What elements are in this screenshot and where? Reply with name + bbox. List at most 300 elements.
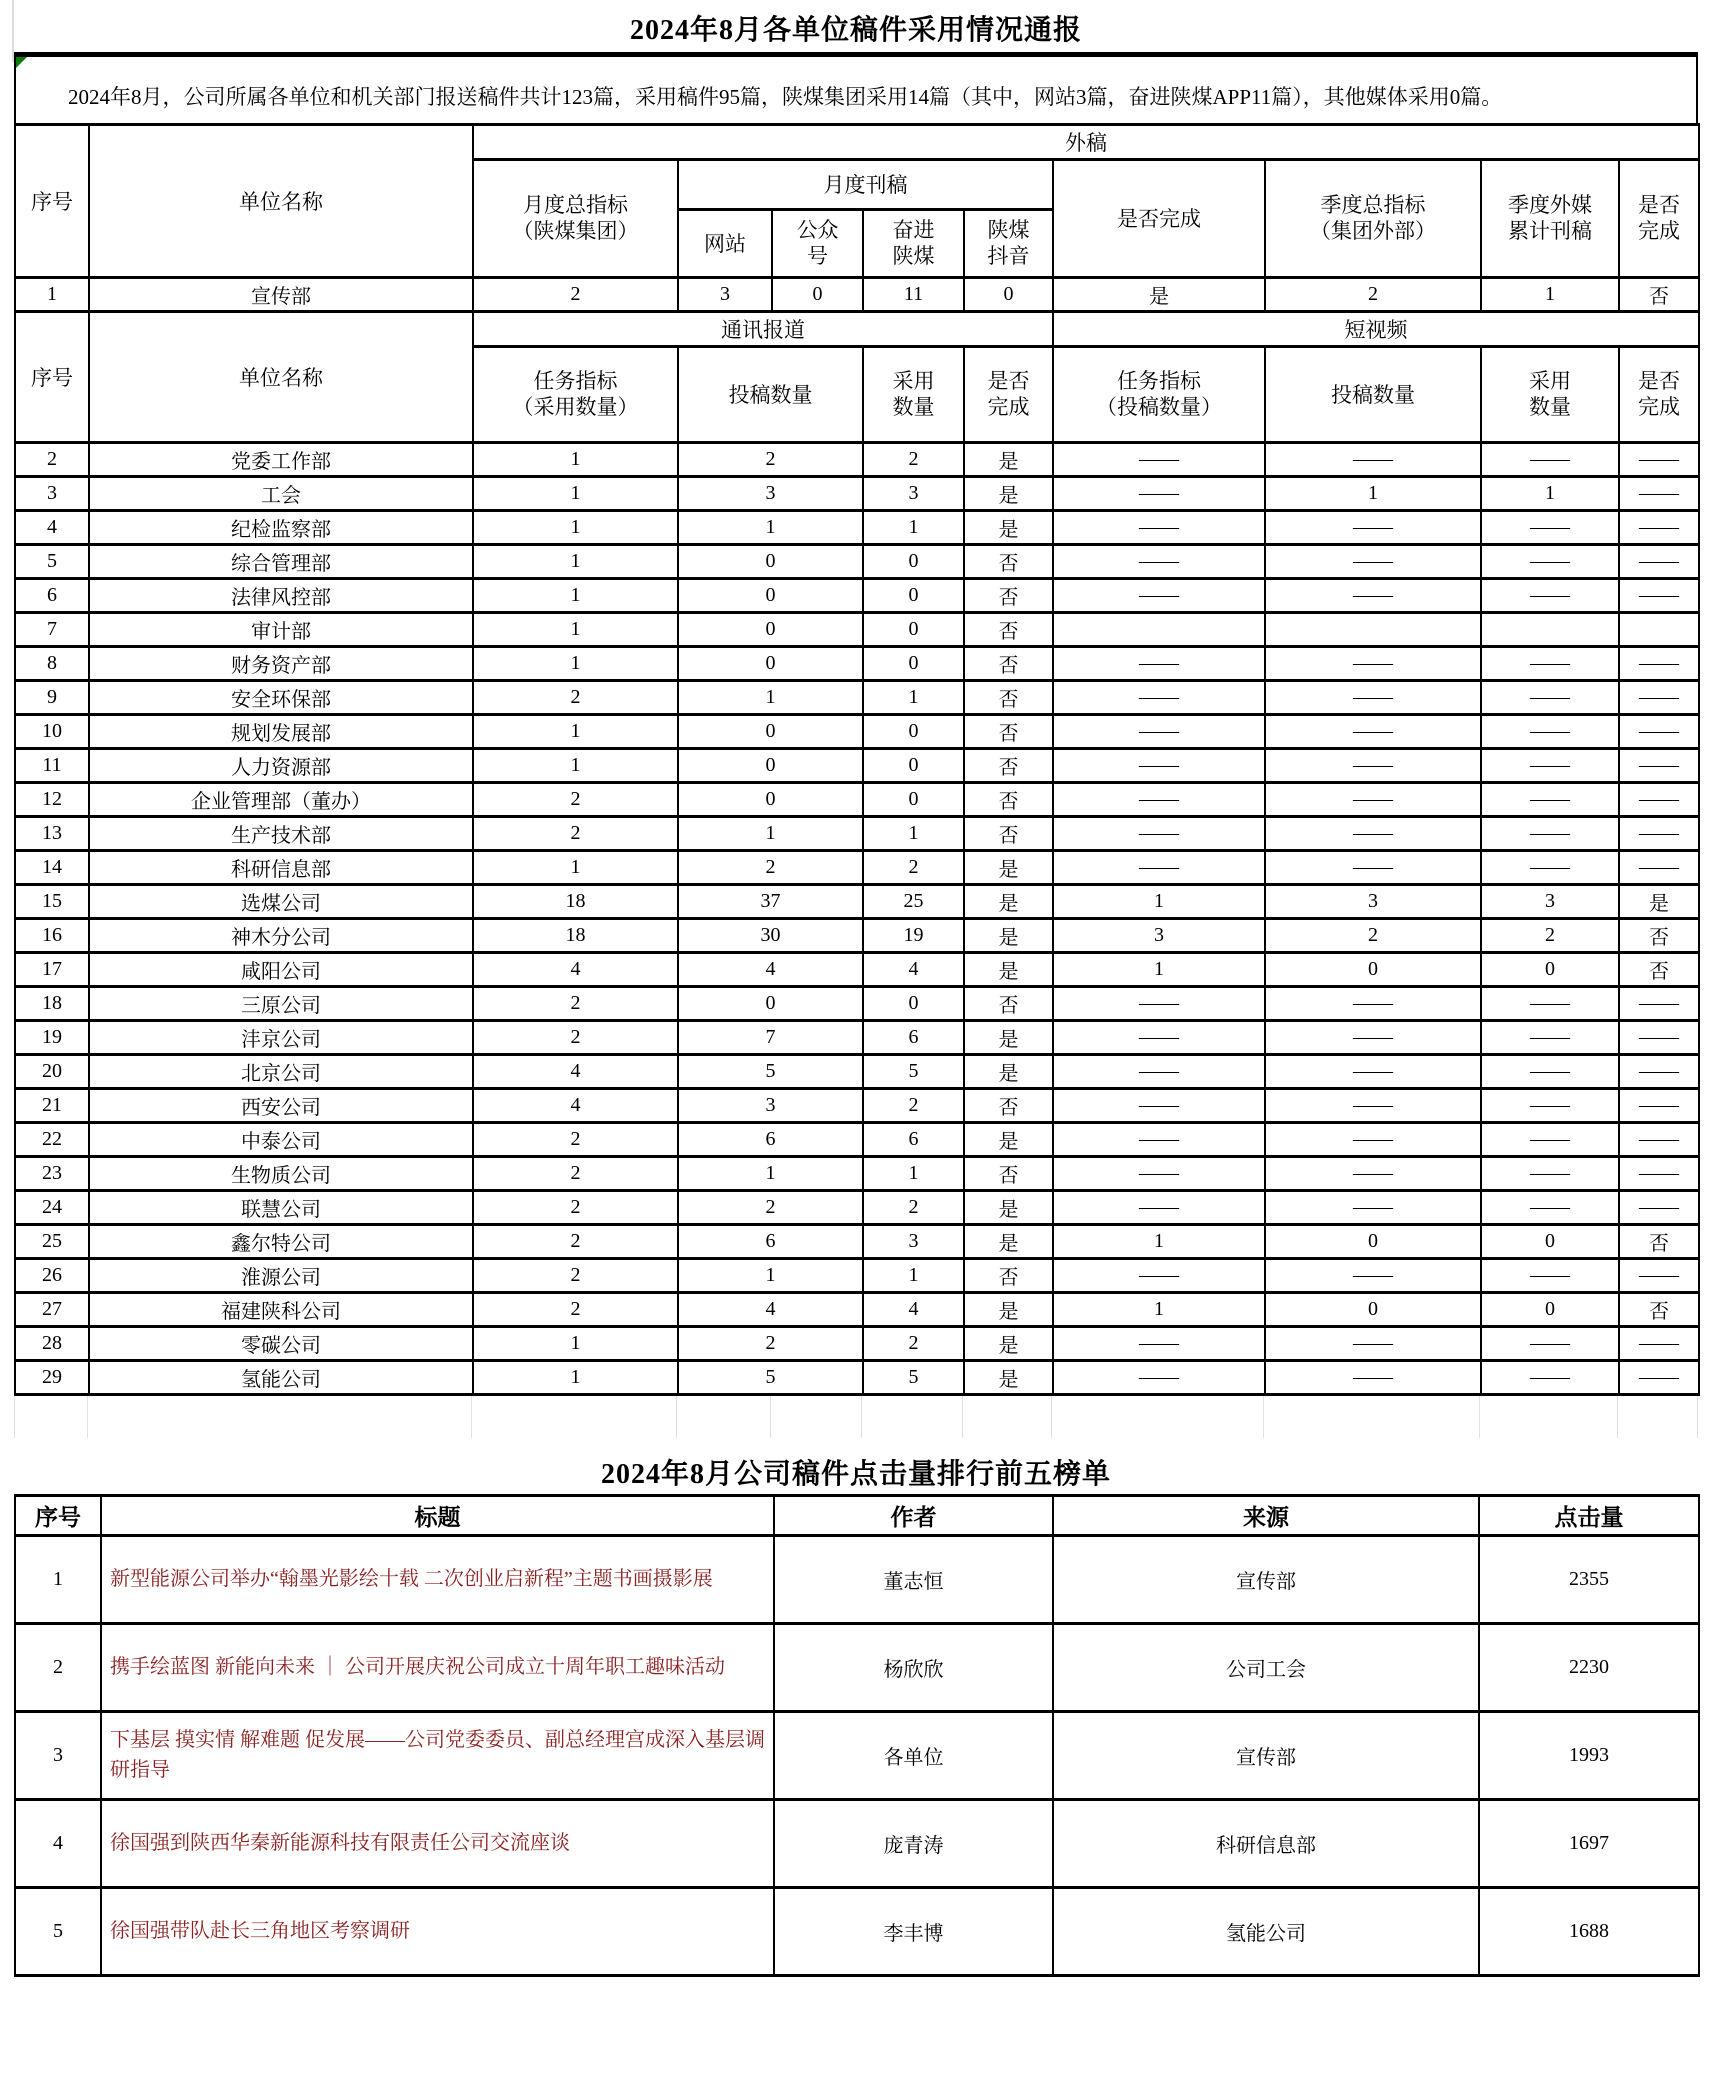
unit-row [15,442,1699,476]
value-cell: 30 [678,918,863,952]
header-completed-3: 是否 完成 [964,346,1053,442]
article-title-cell: 携手绘蓝图 新能向未来 ｜ 公司开展庆祝公司成立十周年职工趣味活动 [101,1623,774,1711]
ranking-row [15,1535,1699,1623]
value-cell: —— [1053,510,1265,544]
value-cell: —— [1265,1360,1481,1394]
value-cell: 1 [473,510,678,544]
value-cell: —— [1053,544,1265,578]
value-cell: —— [1481,1326,1619,1360]
header-quarter-external-media: 季度外媒 累计刊稿 [1481,159,1619,277]
unit-name-cell: 纪检监察部 [89,510,473,544]
seq-cell: 23 [15,1156,89,1190]
unit-name-cell: 宣传部 [89,277,473,311]
header-website: 网站 [678,209,772,277]
seq-cell: 14 [15,850,89,884]
value-cell: 6 [863,1020,964,1054]
value-cell: —— [1265,1054,1481,1088]
value-cell: 0 [1265,1292,1481,1326]
value-cell: —— [1619,476,1699,510]
value-cell: 0 [678,612,863,646]
seq-cell: 10 [15,714,89,748]
value-cell: 2 [1265,277,1481,311]
unit-name-cell: 综合管理部 [89,544,473,578]
value-cell: 1 [473,544,678,578]
value-cell: —— [1053,646,1265,680]
value-cell: —— [1481,578,1619,612]
value-cell: 0 [863,986,964,1020]
value-cell: —— [1265,1088,1481,1122]
value-cell: —— [1053,1156,1265,1190]
seq-cell: 21 [15,1088,89,1122]
seq-cell: 17 [15,952,89,986]
value-cell: —— [1619,442,1699,476]
seq-cell: 25 [15,1224,89,1258]
value-cell: 5 [678,1054,863,1088]
header-short-video-group: 短视频 [1053,311,1699,346]
header-seq: 序号 [15,124,89,277]
value-cell: —— [1481,748,1619,782]
unit-row [15,986,1699,1020]
unit-row [15,884,1699,918]
value-cell: —— [1481,1360,1619,1394]
value-cell: 1 [473,1360,678,1394]
unit-row [15,1020,1699,1054]
author-cell: 李丰博 [774,1887,1053,1975]
value-cell: 1 [473,748,678,782]
unit-name-cell: 联慧公司 [89,1190,473,1224]
value-cell: 1 [1053,884,1265,918]
header-row-group1 [15,124,1699,159]
value-cell: 0 [863,578,964,612]
value-cell: 否 [964,714,1053,748]
value-cell: —— [1619,680,1699,714]
ranking-header-row [15,1495,1699,1535]
value-cell: 25 [863,884,964,918]
value-cell: 18 [473,918,678,952]
value-cell: 0 [678,986,863,1020]
unit-name-cell: 选煤公司 [89,884,473,918]
value-cell: 19 [863,918,964,952]
value-cell: 否 [964,986,1053,1020]
value-cell: —— [1053,816,1265,850]
value-cell: 0 [678,646,863,680]
unit-row [15,612,1699,646]
unit-name-cell: 生物质公司 [89,1156,473,1190]
unit-name-cell: 北京公司 [89,1054,473,1088]
value-cell: 是 [964,1326,1053,1360]
seq-cell: 2 [15,442,89,476]
header-completed-4: 是否 完成 [1619,346,1699,442]
value-cell: 2 [473,1292,678,1326]
value-cell: 2 [473,1190,678,1224]
value-cell: —— [1481,1156,1619,1190]
value-cell: —— [1619,782,1699,816]
header-fenjin-shanmei: 奋进 陕煤 [863,209,964,277]
value-cell: 4 [863,1292,964,1326]
value-cell: 5 [863,1054,964,1088]
unit-name-cell: 财务资产部 [89,646,473,680]
value-cell: 是 [964,918,1053,952]
value-cell: 2 [473,782,678,816]
value-cell: —— [1053,476,1265,510]
grid-remnant-cell [862,1396,963,1438]
unit-row [15,578,1699,612]
value-cell: —— [1265,850,1481,884]
grid-remnant-cell [472,1396,677,1438]
seq-cell: 27 [15,1292,89,1326]
value-cell: 否 [964,612,1053,646]
value-cell: 7 [678,1020,863,1054]
unit-row [15,544,1699,578]
rank-seq-cell: 2 [15,1623,101,1711]
value-cell: 否 [1619,1292,1699,1326]
unit-name-cell: 氢能公司 [89,1360,473,1394]
value-cell: 1 [678,816,863,850]
value-cell: 4 [863,952,964,986]
value-cell: 1 [473,442,678,476]
value-cell: —— [1481,442,1619,476]
unit-name-cell: 沣京公司 [89,1020,473,1054]
value-cell: 1 [1053,952,1265,986]
grid-remnant-cell [1052,1396,1264,1438]
value-cell: 1 [863,816,964,850]
value-cell: —— [1619,1088,1699,1122]
source-cell: 氢能公司 [1053,1887,1479,1975]
unit-row [15,476,1699,510]
value-cell: —— [1265,748,1481,782]
value-cell: 6 [678,1122,863,1156]
value-cell [1265,612,1481,646]
adoption-table [14,123,1700,1396]
value-cell: 2 [863,1326,964,1360]
author-cell: 庞青涛 [774,1799,1053,1887]
value-cell: —— [1265,1020,1481,1054]
header-monthly-published-group: 月度刊稿 [678,159,1053,209]
value-cell: 1 [1481,476,1619,510]
value-cell: 是 [964,952,1053,986]
value-cell: 否 [1619,1224,1699,1258]
value-cell: —— [1619,1326,1699,1360]
value-cell: 0 [1481,952,1619,986]
value-cell: —— [1619,816,1699,850]
unit-row [15,1360,1699,1394]
value-cell: —— [1053,986,1265,1020]
value-cell: 否 [1619,918,1699,952]
value-cell: 否 [964,1156,1053,1190]
seq-cell: 19 [15,1020,89,1054]
intro-cell [14,52,1698,123]
clicks-cell: 1697 [1479,1799,1699,1887]
seq-cell: 22 [15,1122,89,1156]
seq-cell: 6 [15,578,89,612]
header-completed-2: 是否 完成 [1619,159,1699,277]
value-cell: —— [1619,1020,1699,1054]
value-cell: —— [1053,1190,1265,1224]
article-title-cell: 新型能源公司举办“翰墨光影绘十载 二次创业启新程”主题书画摄影展 [101,1535,774,1623]
value-cell: 否 [964,578,1053,612]
unit-row [15,1156,1699,1190]
value-cell: 是 [964,1190,1053,1224]
value-cell: —— [1265,986,1481,1020]
seq-cell: 13 [15,816,89,850]
unit-name-cell: 党委工作部 [89,442,473,476]
value-cell: 0 [863,646,964,680]
value-cell: 否 [964,1088,1053,1122]
value-cell: 是 [964,1054,1053,1088]
value-cell: —— [1481,816,1619,850]
unit-name-cell: 咸阳公司 [89,952,473,986]
unit-row [15,680,1699,714]
value-cell: 0 [863,612,964,646]
value-cell: —— [1053,1258,1265,1292]
value-cell: —— [1619,748,1699,782]
ranking-row [15,1623,1699,1711]
value-cell: —— [1481,544,1619,578]
value-cell: —— [1053,748,1265,782]
value-cell: —— [1481,1258,1619,1292]
seq-cell: 4 [15,510,89,544]
cell-error-marker-icon [16,57,27,68]
value-cell: —— [1619,1156,1699,1190]
unit-row [15,1224,1699,1258]
value-cell: 否 [964,646,1053,680]
value-cell: 1 [678,1156,863,1190]
value-cell: —— [1053,1122,1265,1156]
value-cell: 1 [473,850,678,884]
value-cell: 否 [964,544,1053,578]
ranking-row [15,1711,1699,1799]
spreadsheet-grid-remnant [14,1396,1698,1438]
seq-cell: 16 [15,918,89,952]
unit-name-cell: 安全环保部 [89,680,473,714]
header-adopted-count: 采用 数量 [863,346,964,442]
value-cell: —— [1265,544,1481,578]
value-cell: 1 [1053,1224,1265,1258]
source-cell: 公司工会 [1053,1623,1479,1711]
value-cell: 2 [1265,918,1481,952]
value-cell: 2 [473,816,678,850]
value-cell: 2 [473,277,678,311]
unit-row [15,918,1699,952]
value-cell: —— [1053,850,1265,884]
header-submission-count-2: 投稿数量 [1265,346,1481,442]
unit-row [15,714,1699,748]
source-cell: 宣传部 [1053,1535,1479,1623]
header-task-target-adopted: 任务指标 （采用数量） [473,346,678,442]
seq-cell: 1 [15,277,89,311]
value-cell: 否 [964,816,1053,850]
clicks-cell: 2230 [1479,1623,1699,1711]
value-cell: 4 [473,1054,678,1088]
value-cell: 2 [863,1190,964,1224]
unit-name-cell: 西安公司 [89,1088,473,1122]
seq-cell: 18 [15,986,89,1020]
value-cell: —— [1481,714,1619,748]
source-cell: 宣传部 [1053,1711,1479,1799]
value-cell: 否 [964,748,1053,782]
unit-name-cell: 工会 [89,476,473,510]
value-cell: —— [1053,1088,1265,1122]
value-cell: 2 [678,850,863,884]
value-cell: 6 [863,1122,964,1156]
value-cell: —— [1481,1088,1619,1122]
value-cell: —— [1265,578,1481,612]
article-title-cell: 徐国强带队赴长三角地区考察调研 [101,1887,774,1975]
grid-remnant-cell [677,1396,771,1438]
value-cell: —— [1265,680,1481,714]
value-cell: —— [1619,1122,1699,1156]
value-cell: 2 [473,680,678,714]
rank-header-source: 来源 [1053,1495,1479,1535]
source-cell: 科研信息部 [1053,1799,1479,1887]
value-cell: 0 [678,578,863,612]
intro-text: 2024年8月，公司所属各单位和机关部门报送稿件共计123篇，采用稿件95篇，陕煤集团采用14篇（其中，网站3篇，奋进陕煤APP11篇），其他媒体采用0篇。 [68,85,1503,109]
rank-header-clicks: 点击量 [1479,1495,1699,1535]
rank-header-seq: 序号 [15,1495,101,1535]
rank-seq-cell: 1 [15,1535,101,1623]
value-cell: 0 [863,748,964,782]
value-cell: 是 [964,850,1053,884]
unit-row [15,510,1699,544]
seq-cell: 28 [15,1326,89,1360]
value-cell: 是 [964,1360,1053,1394]
value-cell: —— [1265,646,1481,680]
value-cell: —— [1265,1156,1481,1190]
value-cell: 0 [964,277,1053,311]
ranking-table [14,1494,1700,1977]
value-cell: —— [1481,1054,1619,1088]
value-cell: —— [1265,1122,1481,1156]
value-cell: —— [1619,850,1699,884]
unit-name-cell: 企业管理部（董办） [89,782,473,816]
value-cell: —— [1619,1054,1699,1088]
value-cell: 否 [964,1258,1053,1292]
value-cell: —— [1053,714,1265,748]
seq-cell: 20 [15,1054,89,1088]
value-cell: 2 [863,1088,964,1122]
unit-name-cell: 生产技术部 [89,816,473,850]
value-cell: 2 [473,986,678,1020]
value-cell: —— [1481,680,1619,714]
value-cell: 3 [1481,884,1619,918]
value-cell: —— [1619,1258,1699,1292]
unit-row [15,1054,1699,1088]
value-cell: 0 [1265,952,1481,986]
unit-row [15,952,1699,986]
rank-seq-cell: 5 [15,1887,101,1975]
value-cell: 1 [1053,1292,1265,1326]
rank-header-author: 作者 [774,1495,1053,1535]
value-cell: —— [1053,442,1265,476]
unit-name-cell: 中泰公司 [89,1122,473,1156]
value-cell: 1 [473,612,678,646]
value-cell: 2 [863,442,964,476]
grid-remnant-cell [1264,1396,1480,1438]
header-submission-count: 投稿数量 [678,346,863,442]
header-unit-name-2: 单位名称 [89,311,473,442]
unit-name-cell: 三原公司 [89,986,473,1020]
value-cell: 是 [964,476,1053,510]
rank-seq-cell: 3 [15,1711,101,1799]
value-cell: —— [1619,714,1699,748]
unit-row [15,748,1699,782]
value-cell: 是 [964,442,1053,476]
value-cell: —— [1265,714,1481,748]
grid-remnant-cell [88,1396,472,1438]
seq-cell: 11 [15,748,89,782]
value-cell: 2 [863,850,964,884]
value-cell: 18 [473,884,678,918]
value-cell: 1 [473,714,678,748]
value-cell: 0 [678,748,863,782]
value-cell: 1 [473,646,678,680]
value-cell: 0 [678,544,863,578]
header-news-report-group: 通讯报道 [473,311,1053,346]
value-cell: 是 [964,884,1053,918]
unit-name-cell: 神木分公司 [89,918,473,952]
value-cell: 6 [678,1224,863,1258]
value-cell: —— [1481,1190,1619,1224]
unit-name-cell: 鑫尔特公司 [89,1224,473,1258]
value-cell: 是 [964,1224,1053,1258]
value-cell: 11 [863,277,964,311]
unit-row [15,816,1699,850]
unit-row [15,1326,1699,1360]
header-seq-2: 序号 [15,311,89,442]
value-cell: 1 [1265,476,1481,510]
value-cell: 2 [678,1326,863,1360]
unit-name-cell: 淮源公司 [89,1258,473,1292]
unit-name-cell: 审计部 [89,612,473,646]
value-cell: 0 [1265,1224,1481,1258]
value-cell: 1 [473,1326,678,1360]
seq-cell: 3 [15,476,89,510]
value-cell: 4 [473,1088,678,1122]
value-cell: —— [1265,1258,1481,1292]
value-cell: 2 [473,1020,678,1054]
value-cell: —— [1053,782,1265,816]
value-cell: 2 [473,1258,678,1292]
unit-name-cell: 科研信息部 [89,850,473,884]
seq-cell: 7 [15,612,89,646]
subheader-row-groups [15,311,1699,346]
header-task-target-submitted: 任务指标 （投稿数量） [1053,346,1265,442]
value-cell: 是 [1053,277,1265,311]
value-cell: 5 [863,1360,964,1394]
value-cell: —— [1619,1190,1699,1224]
value-cell [1053,612,1265,646]
clicks-cell: 2355 [1479,1535,1699,1623]
value-cell: 1 [473,476,678,510]
grid-remnant-cell [963,1396,1052,1438]
header-official-account: 公众 号 [772,209,863,277]
value-cell: 2 [473,1122,678,1156]
value-cell: —— [1481,1122,1619,1156]
header-adopted-count-2: 采用 数量 [1481,346,1619,442]
grid-remnant-cell [14,1396,88,1438]
value-cell: —— [1265,442,1481,476]
unit-name-cell: 法律风控部 [89,578,473,612]
rank-seq-cell: 4 [15,1799,101,1887]
value-cell: 1 [863,680,964,714]
value-cell: 3 [678,476,863,510]
article-title-cell: 下基层 摸实情 解难题 促发展——公司党委委员、副总经理宫成深入基层调研指导 [101,1711,774,1799]
grid-remnant-cell [1618,1396,1698,1438]
value-cell: —— [1619,646,1699,680]
value-cell: —— [1265,510,1481,544]
ranking-row [15,1887,1699,1975]
value-cell: —— [1053,1326,1265,1360]
